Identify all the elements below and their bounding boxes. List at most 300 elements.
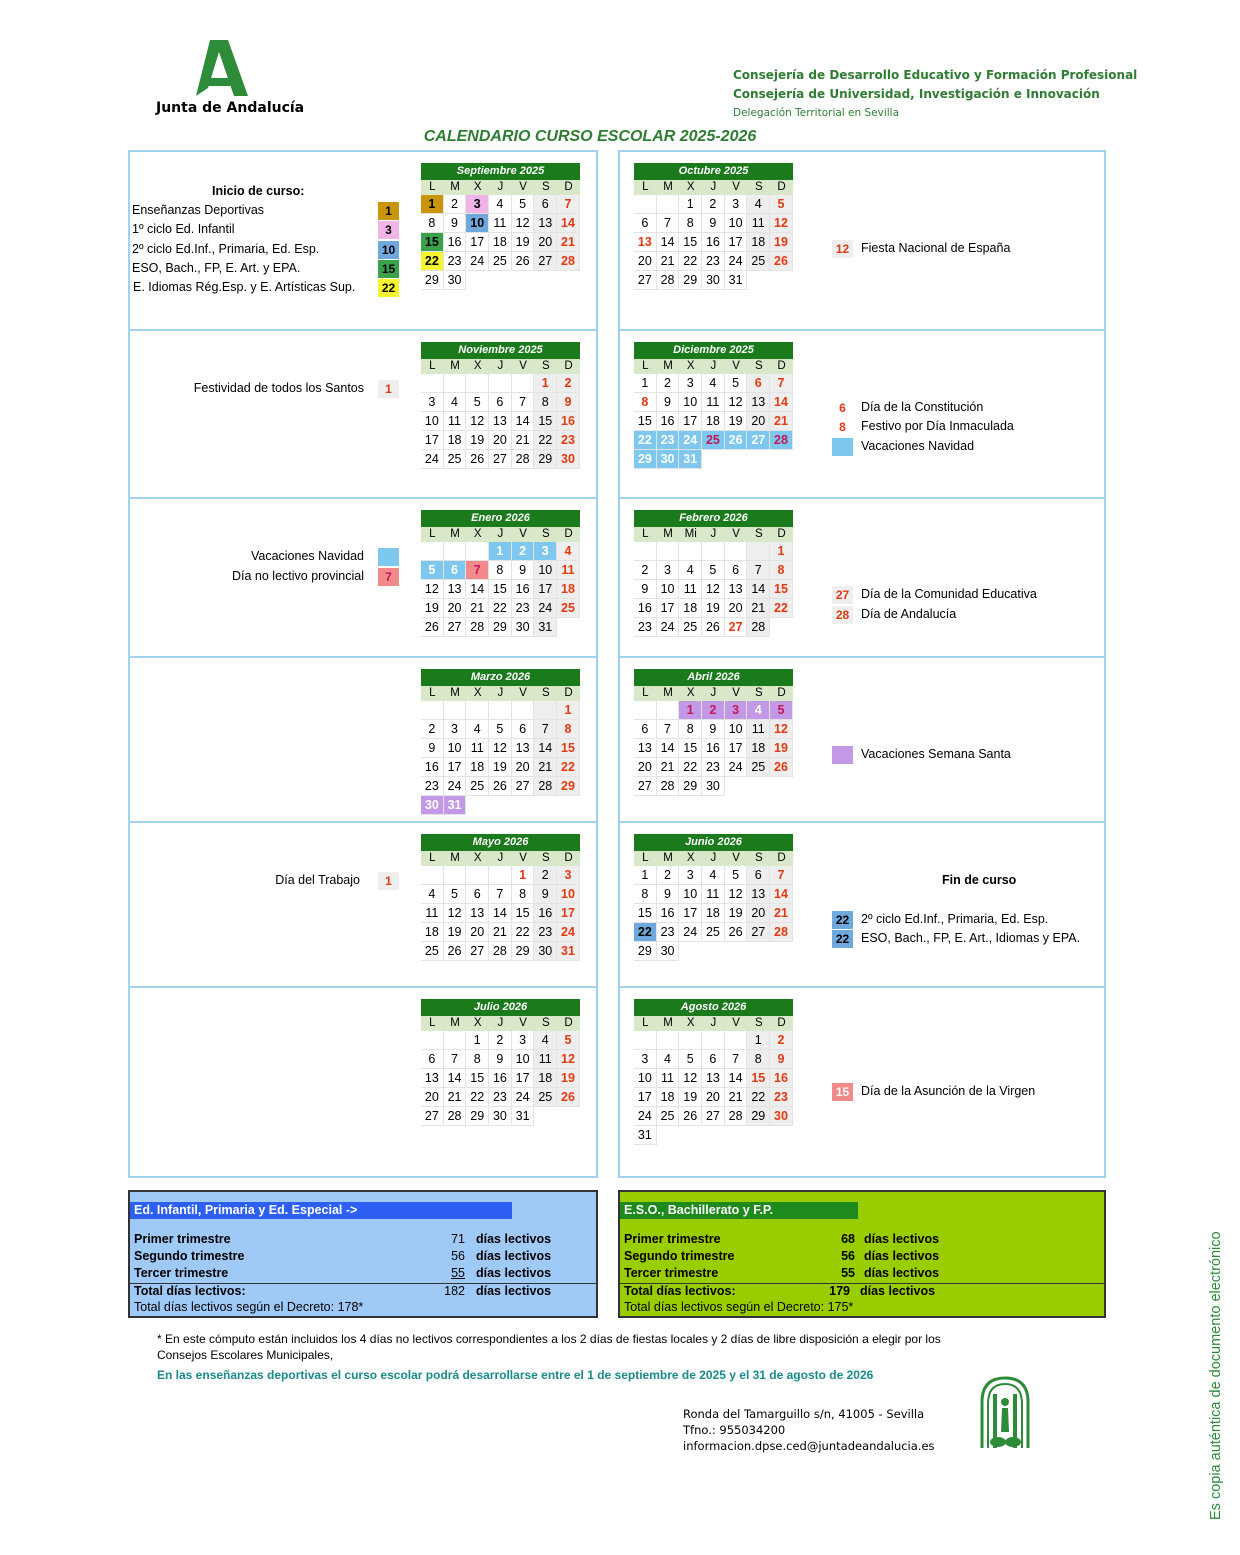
day-cell: 23 [702, 252, 725, 271]
day-cell: 9 [557, 393, 580, 412]
empty-cell [634, 195, 657, 214]
day-cell: 13 [534, 214, 557, 233]
empty-cell [489, 866, 512, 885]
day-cell: 21 [725, 1088, 748, 1107]
weekday-header: V [512, 851, 535, 866]
day-cell: 29 [747, 1107, 770, 1126]
day-cell: 18 [534, 1069, 557, 1088]
weekday-header: S [747, 527, 770, 542]
month-grid [421, 180, 580, 290]
weekday-header: S [747, 180, 770, 195]
day-cell: 10 [444, 739, 467, 758]
day-cell: 30 [702, 271, 725, 290]
day-cell: 6 [444, 561, 467, 580]
summary-row-value: 56 [451, 1249, 465, 1263]
day-cell: 6 [512, 720, 535, 739]
day-cell: 8 [747, 1050, 770, 1069]
legend-dic-constitucion-day: 6 [832, 399, 853, 417]
day-cell: 25 [747, 758, 770, 777]
inicio-item-day: 15 [378, 260, 399, 278]
day-cell: 27 [466, 942, 489, 961]
emblem-icon [976, 1372, 1034, 1452]
day-cell: 18 [466, 758, 489, 777]
day-cell: 20 [702, 1088, 725, 1107]
day-cell: 22 [770, 599, 793, 618]
day-cell: 19 [702, 599, 725, 618]
day-cell: 7 [534, 720, 557, 739]
day-cell: 3 [725, 701, 748, 720]
day-cell: 18 [657, 1088, 680, 1107]
day-cell: 25 [747, 252, 770, 271]
day-cell: 31 [512, 1107, 535, 1126]
legend-mayo-trabajo-day: 1 [378, 872, 399, 890]
day-cell: 28 [770, 923, 793, 942]
day-cell: 17 [725, 739, 748, 758]
weekday-header: M [444, 1016, 467, 1031]
day-cell: 9 [657, 885, 680, 904]
day-cell: 28 [512, 450, 535, 469]
empty-cell [657, 1031, 680, 1050]
day-cell: 13 [747, 393, 770, 412]
empty-cell [466, 542, 489, 561]
day-cell: 31 [444, 796, 467, 815]
day-cell: 12 [679, 1069, 702, 1088]
day-cell: 3 [679, 374, 702, 393]
day-cell: 9 [634, 580, 657, 599]
empty-cell [421, 866, 444, 885]
day-cell: 4 [702, 374, 725, 393]
day-cell: 27 [489, 450, 512, 469]
day-cell: 14 [489, 904, 512, 923]
weekday-header: S [747, 851, 770, 866]
day-cell: 22 [634, 431, 657, 450]
weekday-header: V [725, 686, 748, 701]
day-cell: 12 [444, 904, 467, 923]
weekday-header: L [634, 1016, 657, 1031]
day-cell: 22 [679, 758, 702, 777]
address-email: informacion.dpse.ced@juntadeandalucia.es [683, 1439, 935, 1453]
day-cell: 28 [466, 618, 489, 637]
empty-cell [466, 866, 489, 885]
weekday-header: D [770, 180, 793, 195]
day-cell: 14 [444, 1069, 467, 1088]
summary-right [618, 1190, 1106, 1318]
day-cell: 20 [747, 412, 770, 431]
day-cell: 14 [770, 885, 793, 904]
month-enero-2026 [421, 510, 580, 637]
day-cell: 12 [770, 214, 793, 233]
day-cell: 22 [466, 1088, 489, 1107]
day-cell: 10 [634, 1069, 657, 1088]
day-cell: 7 [466, 561, 489, 580]
day-cell: 2 [702, 195, 725, 214]
day-cell: 21 [557, 233, 580, 252]
weekday-header: L [634, 359, 657, 374]
day-cell: 11 [657, 1069, 680, 1088]
day-cell: 1 [512, 866, 535, 885]
legend-noviembre-label: Festividad de todos los Santos [193, 381, 364, 395]
day-cell: 30 [421, 796, 444, 815]
day-cell: 19 [725, 412, 748, 431]
weekday-header: D [557, 851, 580, 866]
weekday-header: L [634, 686, 657, 701]
day-cell: 4 [557, 542, 580, 561]
summary-left-total-unit: días lectivos [476, 1284, 552, 1298]
day-cell: 30 [444, 271, 467, 290]
weekday-header: D [557, 686, 580, 701]
day-cell: 27 [634, 271, 657, 290]
weekday-header: J [702, 851, 725, 866]
day-cell: 3 [657, 561, 680, 580]
day-cell: 13 [512, 739, 535, 758]
day-cell: 26 [702, 618, 725, 637]
day-cell: 18 [444, 431, 467, 450]
day-cell: 13 [634, 233, 657, 252]
weekday-header: D [557, 527, 580, 542]
day-cell: 16 [489, 1069, 512, 1088]
day-cell: 16 [421, 758, 444, 777]
day-cell: 20 [512, 758, 535, 777]
day-cell: 4 [657, 1050, 680, 1069]
empty-cell [512, 701, 535, 720]
weekday-header: M [657, 527, 680, 542]
month-febrero-2026 [634, 510, 793, 637]
day-cell: 10 [679, 885, 702, 904]
day-cell: 5 [512, 195, 535, 214]
month-title: Julio 2026 [421, 999, 580, 1016]
weekday-header: J [702, 359, 725, 374]
day-cell: 11 [444, 412, 467, 431]
day-cell: 29 [634, 942, 657, 961]
legend-fin-curso-label: ESO, Bach., FP, E. Art., Idiomas y EPA. [861, 931, 1081, 945]
weekday-header: L [421, 1016, 444, 1031]
weekday-header: V [512, 527, 535, 542]
day-cell: 15 [466, 1069, 489, 1088]
summary-row-label: Primer trimestre [134, 1232, 231, 1246]
day-cell: 12 [725, 393, 748, 412]
month-title: Noviembre 2025 [421, 342, 580, 359]
day-cell: 12 [770, 720, 793, 739]
org-line3: Delegación Territorial en Sevilla [733, 107, 900, 119]
day-cell: 10 [725, 720, 748, 739]
empty-cell [725, 542, 748, 561]
empty-cell [489, 374, 512, 393]
day-cell: 7 [512, 393, 535, 412]
day-cell: 13 [444, 580, 467, 599]
weekday-header: J [702, 180, 725, 195]
footnote-line2: Consejos Escolares Municipales, [157, 1348, 334, 1362]
weekday-header: D [770, 1016, 793, 1031]
month-octubre-2025 [634, 163, 793, 290]
day-cell: 29 [421, 271, 444, 290]
day-cell: 31 [725, 271, 748, 290]
summary-row-label: Tercer trimestre [624, 1266, 719, 1280]
day-cell: 18 [557, 580, 580, 599]
day-cell: 12 [489, 739, 512, 758]
day-cell: 11 [534, 1050, 557, 1069]
day-cell: 20 [421, 1088, 444, 1107]
day-cell: 11 [679, 580, 702, 599]
weekday-header: J [489, 527, 512, 542]
day-cell: 26 [770, 758, 793, 777]
day-cell: 15 [634, 412, 657, 431]
day-cell: 24 [634, 1107, 657, 1126]
day-cell: 9 [657, 393, 680, 412]
weekday-header: L [421, 851, 444, 866]
summary-row-unit: días lectivos [864, 1232, 940, 1246]
day-cell: 27 [534, 252, 557, 271]
day-cell: 18 [747, 739, 770, 758]
day-cell: 26 [444, 942, 467, 961]
day-cell: 26 [725, 923, 748, 942]
day-cell: 14 [534, 739, 557, 758]
day-cell: 11 [557, 561, 580, 580]
day-cell: 11 [702, 393, 725, 412]
day-cell: 21 [512, 431, 535, 450]
day-cell: 21 [770, 412, 793, 431]
day-cell: 9 [770, 1050, 793, 1069]
month-junio-2026 [634, 834, 793, 961]
summary-row-value: 56 [841, 1249, 855, 1263]
day-cell: 28 [444, 1107, 467, 1126]
legend-feb-andalucia-day: 28 [832, 606, 853, 624]
day-cell: 10 [725, 214, 748, 233]
day-cell: 8 [421, 214, 444, 233]
day-cell: 30 [512, 618, 535, 637]
day-cell: 14 [466, 580, 489, 599]
day-cell: 3 [634, 1050, 657, 1069]
day-cell: 7 [489, 885, 512, 904]
weekday-header: V [512, 359, 535, 374]
empty-cell [512, 374, 535, 393]
day-cell: 17 [557, 904, 580, 923]
legend-feb-comunidad-day: 27 [832, 586, 853, 604]
day-cell: 12 [702, 580, 725, 599]
day-cell: 27 [634, 777, 657, 796]
inicio-item-label: ESO, Bach., FP, E. Art. y EPA. [132, 260, 301, 275]
empty-cell [747, 542, 770, 561]
day-cell: 5 [770, 195, 793, 214]
day-cell: 13 [702, 1069, 725, 1088]
legend-abr-santa-day [832, 746, 853, 764]
day-cell: 14 [770, 393, 793, 412]
summary-row-label: Tercer trimestre [134, 1266, 229, 1280]
day-cell: 23 [634, 618, 657, 637]
legend-octubre-label: Fiesta Nacional de España [861, 241, 1011, 255]
day-cell: 25 [679, 618, 702, 637]
day-cell: 3 [512, 1031, 535, 1050]
day-cell: 26 [725, 431, 748, 450]
day-cell: 23 [557, 431, 580, 450]
day-cell: 23 [702, 758, 725, 777]
summary-left-decreto: Total días lectivos según el Decreto: 178* [134, 1300, 364, 1314]
day-cell: 1 [534, 374, 557, 393]
day-cell: 19 [725, 904, 748, 923]
month-grid [634, 1016, 793, 1145]
day-cell: 3 [725, 195, 748, 214]
empty-cell [657, 195, 680, 214]
day-cell: 9 [534, 885, 557, 904]
day-cell: 24 [421, 450, 444, 469]
weekday-header: D [770, 527, 793, 542]
weekday-header: V [725, 180, 748, 195]
month-title: Octubre 2025 [634, 163, 793, 180]
day-cell: 3 [444, 720, 467, 739]
empty-cell [679, 1031, 702, 1050]
weekday-header: J [702, 686, 725, 701]
weekday-header: S [534, 851, 557, 866]
fin-curso-heading: Fin de curso [942, 873, 1017, 887]
day-cell: 21 [466, 599, 489, 618]
day-cell: 28 [657, 271, 680, 290]
day-cell: 4 [444, 393, 467, 412]
page-title: CALENDARIO CURSO ESCOLAR 2025-2026 [423, 128, 757, 145]
org-line2: Consejería de Universidad, Investigación e Innovación [733, 87, 1100, 101]
legend-fin-curso-label: 2º ciclo Ed.Inf., Primaria, Ed. Esp. [861, 912, 1049, 926]
day-cell: 10 [679, 393, 702, 412]
day-cell: 14 [512, 412, 535, 431]
weekday-header: J [489, 851, 512, 866]
day-cell: 17 [679, 904, 702, 923]
month-title: Enero 2026 [421, 510, 580, 527]
day-cell: 26 [421, 618, 444, 637]
day-cell: 19 [770, 739, 793, 758]
month-title: Febrero 2026 [634, 510, 793, 527]
legend-dic-inmaculada-label: Festivo por Día Inmaculada [861, 419, 1014, 433]
weekday-header: D [770, 686, 793, 701]
day-cell: 15 [679, 739, 702, 758]
weekday-header: J [702, 527, 725, 542]
weekday-header: M [657, 1016, 680, 1031]
day-cell: 17 [512, 1069, 535, 1088]
day-cell: 12 [557, 1050, 580, 1069]
month-grid [421, 1016, 580, 1126]
day-cell: 23 [657, 431, 680, 450]
empty-cell [657, 701, 680, 720]
day-cell: 14 [725, 1069, 748, 1088]
junta-logo-icon [190, 38, 250, 98]
day-cell: 8 [512, 885, 535, 904]
day-cell: 24 [725, 758, 748, 777]
summary-row-unit: días lectivos [476, 1232, 552, 1246]
summary-row-label: Segundo trimestre [624, 1249, 735, 1263]
row-separator [128, 656, 598, 658]
empty-cell [444, 866, 467, 885]
empty-cell [421, 374, 444, 393]
day-cell: 7 [770, 866, 793, 885]
day-cell: 16 [657, 412, 680, 431]
month-marzo-2026 [421, 669, 580, 815]
day-cell: 23 [421, 777, 444, 796]
weekday-header: S [534, 686, 557, 701]
day-cell: 25 [657, 1107, 680, 1126]
summary-left [128, 1190, 598, 1318]
day-cell: 1 [747, 1031, 770, 1050]
day-cell: 31 [534, 618, 557, 637]
day-cell: 16 [702, 739, 725, 758]
day-cell: 13 [634, 739, 657, 758]
day-cell: 13 [466, 904, 489, 923]
weekday-header: L [421, 359, 444, 374]
weekday-header: V [725, 1016, 748, 1031]
deportivas-note: En las enseñanzas deportivas el curso escolar podrá desarrollarse entre el 1 de septiembre de 2025 y el 31 de agosto de 2026 [157, 1368, 874, 1382]
day-cell: 1 [634, 374, 657, 393]
address-line1: Ronda del Tamarguillo s/n, 41005 - Sevilla [683, 1407, 925, 1421]
summary-row-value: 55 [841, 1266, 855, 1280]
day-cell: 28 [725, 1107, 748, 1126]
day-cell: 21 [657, 758, 680, 777]
summary-row-unit: días lectivos [476, 1266, 552, 1280]
month-title: Diciembre 2025 [634, 342, 793, 359]
day-cell: 25 [702, 923, 725, 942]
day-cell: 13 [747, 885, 770, 904]
day-cell: 1 [770, 542, 793, 561]
day-cell: 7 [657, 720, 680, 739]
legend-dic-navidad-label: Vacaciones Navidad [861, 439, 975, 453]
summary-row-value: 71 [451, 1232, 465, 1246]
weekday-header: J [489, 1016, 512, 1031]
day-cell: 25 [466, 777, 489, 796]
day-cell: 4 [489, 195, 512, 214]
day-cell: 16 [770, 1069, 793, 1088]
weekday-header: L [421, 686, 444, 701]
summary-right-heading: E.S.O., Bachillerato y F.P. [624, 1203, 774, 1217]
day-cell: 9 [702, 214, 725, 233]
day-cell: 12 [421, 580, 444, 599]
month-grid [634, 686, 793, 796]
weekday-header: X [466, 851, 489, 866]
logo-text: Junta de Andalucía [156, 100, 305, 116]
day-cell: 29 [512, 942, 535, 961]
day-cell: 17 [679, 412, 702, 431]
day-cell: 25 [489, 252, 512, 271]
day-cell: 24 [725, 252, 748, 271]
month-grid [634, 527, 793, 637]
weekday-header: S [534, 527, 557, 542]
month-grid [634, 359, 793, 469]
month-grid [634, 180, 793, 290]
day-cell: 4 [747, 195, 770, 214]
day-cell: 14 [557, 214, 580, 233]
empty-cell [657, 542, 680, 561]
day-cell: 24 [512, 1088, 535, 1107]
month-grid [421, 851, 580, 961]
day-cell: 20 [489, 431, 512, 450]
day-cell: 6 [702, 1050, 725, 1069]
summary-right-total-value: 179 [829, 1284, 850, 1298]
day-cell: 21 [770, 904, 793, 923]
empty-cell [421, 1031, 444, 1050]
day-cell: 28 [489, 942, 512, 961]
legend-noviembre-day: 1 [378, 380, 399, 398]
day-cell: 22 [534, 431, 557, 450]
empty-cell [702, 1031, 725, 1050]
day-cell: 17 [725, 233, 748, 252]
day-cell: 28 [747, 618, 770, 637]
day-cell: 8 [534, 393, 557, 412]
day-cell: 24 [444, 777, 467, 796]
org-line1: Consejería de Desarrollo Educativo y Formación Profesional [733, 68, 1138, 82]
day-cell: 5 [444, 885, 467, 904]
day-cell: 17 [534, 580, 557, 599]
weekday-header: V [725, 527, 748, 542]
day-cell: 15 [489, 580, 512, 599]
day-cell: 22 [747, 1088, 770, 1107]
day-cell: 20 [634, 252, 657, 271]
day-cell: 7 [770, 374, 793, 393]
legend-dic-constitucion-label: Día de la Constitución [861, 400, 984, 414]
weekday-header: D [770, 851, 793, 866]
